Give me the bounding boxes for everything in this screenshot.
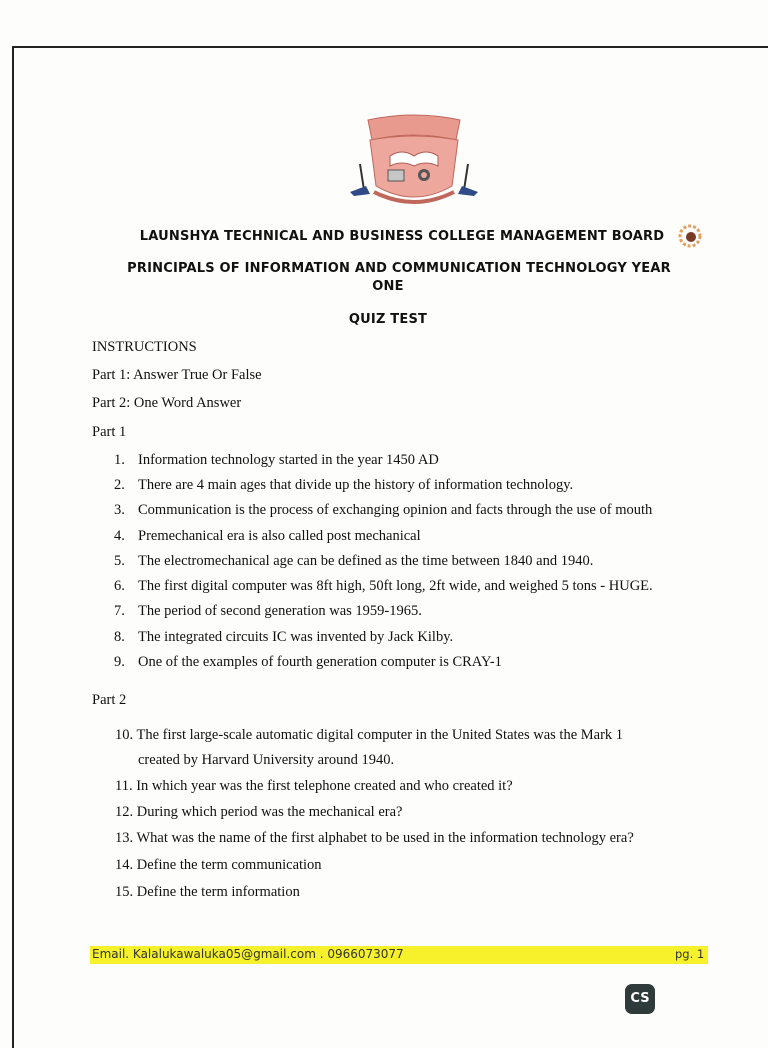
list-item	[114, 578, 653, 595]
item-number: 5.	[114, 553, 125, 569]
list-item-continuation: created by Harvard University around 1940.	[138, 752, 395, 768]
item-text: The first digital computer was 8ft high, 50ft long, 2ft wide, and weighed 5 tons - HUGE.	[138, 578, 653, 594]
footer-contact: Email. Kalalukawaluka05@gmail.com . 0966073077	[92, 947, 404, 961]
list-item	[114, 502, 652, 519]
item-text: Define the term information	[136, 884, 300, 900]
board-title: LAUNSHYA TECHNICAL AND BUSINESS COLLEGE MANAGEMENT BOARD	[139, 229, 665, 244]
list-item	[115, 830, 634, 847]
item-number: 6.	[114, 578, 125, 594]
instructions-heading: INSTRUCTIONS	[92, 339, 197, 355]
item-number: 2.	[114, 477, 125, 493]
item-number: 8.	[114, 629, 125, 645]
item-text: During which period was the mechanical era?	[136, 804, 403, 820]
list-item	[114, 477, 573, 494]
item-text: Information technology started in the year 1450 AD	[138, 452, 439, 468]
item-number: 11.	[115, 778, 133, 794]
item-text: One of the examples of fourth generation computer is CRAY-1	[138, 654, 502, 670]
instruction-part1: Part 1: Answer True Or False	[92, 367, 262, 383]
item-text: The electromechanical age can be defined as the time between 1840 and 1940.	[138, 553, 594, 569]
item-number: 14.	[115, 857, 134, 873]
item-number: 7.	[114, 603, 125, 619]
course-title-continued: ONE	[372, 279, 404, 294]
item-number: 9.	[114, 654, 125, 670]
item-text: In which year was the first telephone created and who created it?	[136, 778, 513, 794]
camscanner-badge-icon: CS	[625, 984, 655, 1014]
list-item	[114, 452, 439, 469]
list-item	[115, 804, 402, 821]
instruction-part2: Part 2: One Word Answer	[92, 395, 242, 411]
item-number: 12.	[115, 804, 134, 820]
item-text: The integrated circuits IC was invented by Jack Kilby.	[138, 629, 454, 645]
item-text: What was the name of the first alphabet to be used in the information technology era?	[136, 830, 634, 846]
item-number: 3.	[114, 502, 125, 518]
item-text: There are 4 main ages that divide up the history of information technology.	[138, 477, 574, 493]
item-number: 10.	[115, 727, 134, 743]
page-number: pg. 1	[675, 947, 705, 961]
list-item	[115, 727, 623, 744]
item-number: 13.	[115, 830, 134, 846]
list-item	[115, 778, 513, 795]
college-crest-logo	[346, 112, 482, 212]
course-title: PRINCIPALS OF INFORMATION AND COMMUNICATION TECHNOLOGY YEAR	[127, 261, 671, 276]
item-number: 15.	[115, 884, 134, 900]
list-item	[114, 629, 453, 646]
item-text: Premechanical era is also called post mechanical	[138, 528, 421, 544]
list-item	[114, 528, 421, 545]
quiz-test-title: QUIZ TEST	[348, 312, 428, 327]
seal-stamp-icon	[677, 222, 703, 250]
item-text: Define the term communication	[136, 857, 322, 873]
list-item	[114, 553, 593, 570]
item-text: Communication is the process of exchanging opinion and facts through the use of mouth	[138, 502, 653, 518]
part2-title: Part 2	[92, 692, 127, 708]
list-item	[115, 884, 300, 901]
list-item	[115, 857, 322, 874]
item-text: The period of second generation was 1959-1965.	[138, 603, 422, 619]
part1-title: Part 1	[92, 424, 127, 440]
item-text: The first large-scale automatic digital computer in the United States was the Mark 1	[136, 727, 624, 743]
item-number: 4.	[114, 528, 125, 544]
list-item	[114, 603, 422, 620]
item-number: 1.	[114, 452, 125, 468]
list-item	[114, 654, 502, 671]
